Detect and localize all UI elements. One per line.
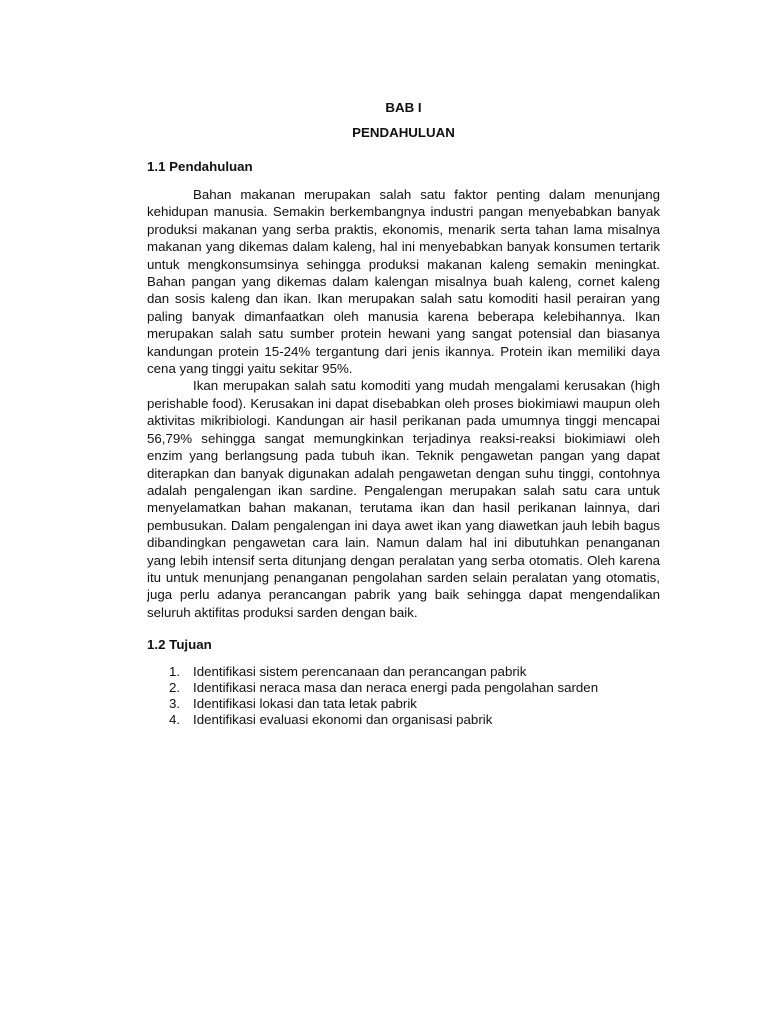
list-item-number: 1. [169,664,181,680]
list-item [147,680,660,696]
list-item-text: Identifikasi sistem perencanaan dan perancangan pabrik [193,664,527,680]
list-item-text: Identifikasi lokasi dan tata letak pabrik [193,696,417,712]
section-heading-tujuan: 1.2 Tujuan [147,637,212,653]
list-item-text: Identifikasi evaluasi ekonomi dan organisasi pabrik [193,712,493,728]
page-content [147,100,660,728]
goals-list [147,664,660,728]
list-item [147,696,660,712]
list-item [147,664,660,680]
section-heading-pendahuluan: 1.1 Pendahuluan [147,159,253,174]
paragraph: Ikan merupakan salah satu komoditi yang mudah mengalami kerusakan (high perishable food). Kerusakan ini dapat disebabkan oleh proses biokimiawi maupun oleh aktivitas mikribiologi. Kandungan air hasil perikanan pada umumnya tinggi mencapai 56,79% sehingga sangat memungkinkan terjadinya reaksi-reaksi biokimiawi oleh enzim yang berlangsung pada tubuh ikan. Teknik pengawetan pangan yang dapat diterapkan dan banyak digunakan adalah pengawetan dengan suhu tinggi, contohnya adalah pengalengan ikan sardine. Pengalengan merupakan salah satu cara untuk menyelamatkan bahan makanan, terutama ikan dan hasil perikanan lainnya, dari pembusukan. Dalam pengalengan ini daya awet ikan yang diawetkan jauh lebih bagus dibandingkan pengawetan cara lain. Namun dalam hal ini dibutuhkan penanganan yang lebih intensif serta ditunjang dengan peralatan yang serba otomatis. Oleh karena itu untuk menunjang penanganan pengolahan sarden selain peralatan yang otomatis, juga perlu adanya perancangan pabrik yang baik sehingga dapat mengendalikan seluruh aktifitas produksi sarden dengan baik. [147,378,660,620]
list-item-number: 2. [169,680,181,696]
list-item-number: 4. [169,712,181,728]
list-item-number: 3. [169,696,181,712]
paragraph: Bahan makanan merupakan salah satu faktor penting dalam menunjang kehidupan manusia. Semakin berkembangnya industri pangan menyebabkan banyak produksi makanan yang serba praktis, ekonomis, menarik serta tahan lama misalnya makanan yang dikemas dalam kaleng, hal ini menyebabkan banyak konsumen tertarik untuk mengkonsumsinya sehingga produksi makanan kaleng semakin meningkat. Bahan pangan yang dikemas dalam kalengan misalnya buah kaleng, cornet kaleng dan sosis kaleng dan ikan. Ikan merupakan salah satu komoditi hasil perairan yang paling banyak dimanfaatkan oleh manusia karena beberapa kelebihannya. Ikan merupakan salah satu sumber protein hewani yang sangat potensial dan biasanya kandungan protein 15-24% tergantung dari jenis ikannya. Protein ikan memiliki daya cena yang tinggi yaitu sekitar 95%. [147,187,660,377]
chapter-title: PENDAHULUAN [352,125,455,140]
list-item [147,712,660,728]
chapter-number: BAB I [385,100,422,115]
list-item-text: Identifikasi neraca masa dan neraca energi pada pengolahan sarden [193,680,599,696]
